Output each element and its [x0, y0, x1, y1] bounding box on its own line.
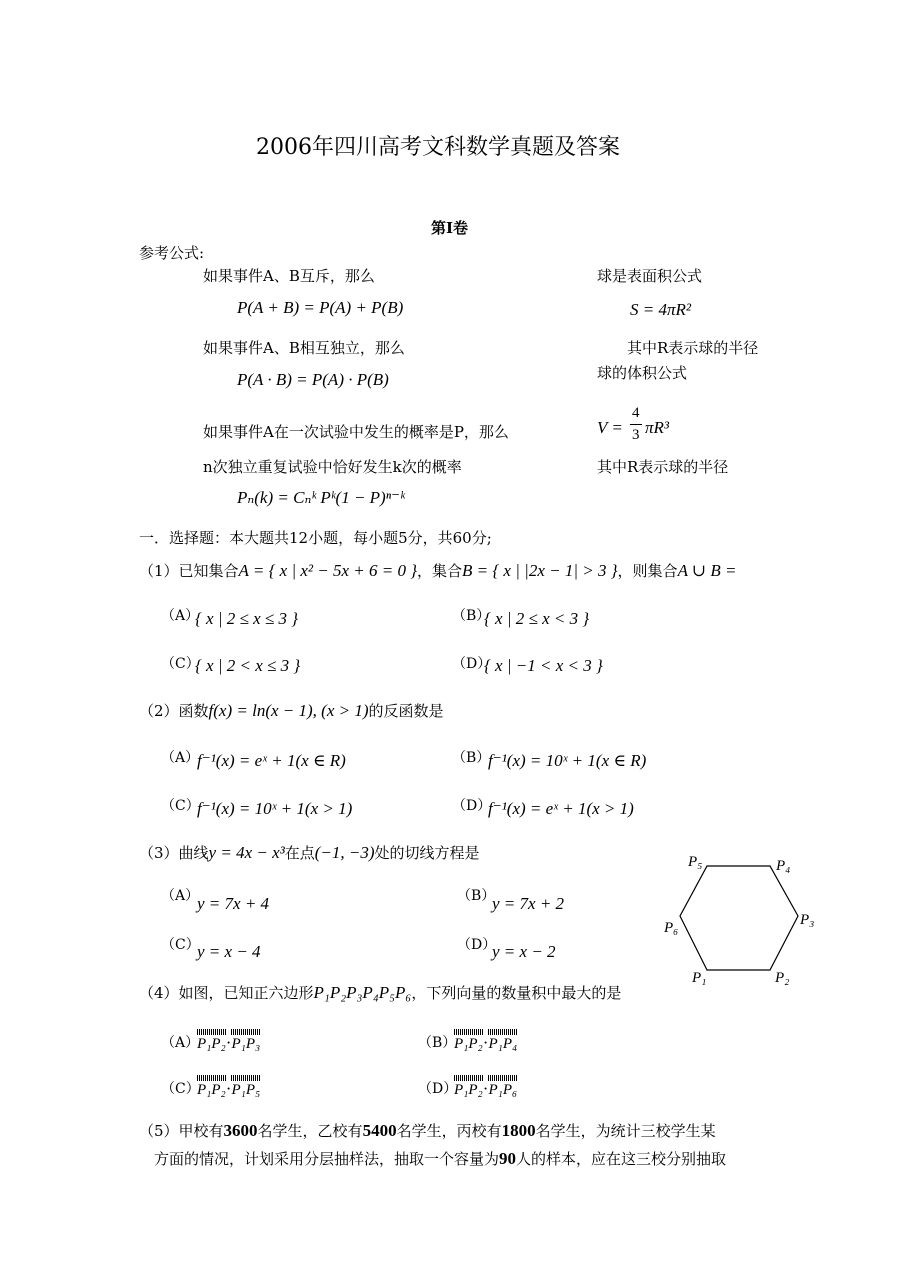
- q4-option-a-label: （A）: [161, 1035, 200, 1051]
- q4-option-b: P₁P₂·P₁P₄: [454, 1028, 517, 1053]
- question-3: [139, 842, 480, 863]
- q3-text-a: （3）曲线: [139, 844, 209, 862]
- q5-num-4: 90: [499, 1149, 517, 1168]
- q3-option-c: y = x − 4: [197, 942, 261, 961]
- question-5: [139, 1120, 716, 1141]
- q2-option-b: f⁻¹(x) = 10ˣ + 1(x ∈ R): [488, 751, 647, 770]
- formula-volume-denominator: 3: [632, 427, 640, 443]
- q5-text-a: （5）甲校有: [139, 1122, 224, 1140]
- hexagon-shape: [680, 866, 798, 970]
- question-5-cont: [154, 1148, 726, 1169]
- q1-text-a: （1）已知集合: [139, 562, 239, 580]
- q1-option-b: { x | 2 ≤ x < 3 }: [484, 609, 590, 628]
- q2-option-c-label: （C）: [161, 798, 200, 814]
- question-1: [139, 560, 737, 581]
- q4-option-d: P₁P₂·P₁P₆: [454, 1074, 517, 1099]
- hex-label-p3: P₃: [800, 912, 815, 928]
- section-heading: 一．选择题：本大题共12小题，每小题5分，共60分;: [139, 529, 492, 547]
- q5-num-3: 1800: [501, 1121, 536, 1140]
- formula-text-binomial: n次独立重复试验中恰好发生k次的概率: [203, 458, 462, 476]
- q4-option-d-label: （D）: [418, 1081, 458, 1097]
- q1-text-c: ，集合: [417, 562, 463, 580]
- q4-option-c-label: （C）: [161, 1081, 200, 1097]
- q3-option-b-label: （B）: [457, 888, 496, 904]
- q5-num-1: 3600: [223, 1121, 258, 1140]
- formula-volume-numerator: 4: [632, 405, 640, 421]
- q5-text-c: 名学生，丙校有: [396, 1122, 502, 1140]
- formula-independent: P(A · B) = P(A) · P(B): [237, 370, 389, 389]
- formula-exclusive: P(A + B) = P(A) + P(B): [237, 298, 404, 317]
- q4-text-c: ，下列向量的数量积中最大的是: [411, 984, 622, 1002]
- q3-option-d-label: （D）: [457, 937, 497, 953]
- q3-text-c: 在点: [284, 844, 315, 862]
- q4-hexagon-name: P₁P₂P₃P₄P₅P₆: [313, 983, 412, 1002]
- hex-label-p5: P₅: [688, 854, 703, 870]
- q5-text-e: 方面的情况，计划采用分层抽样法，抽取一个容量为: [154, 1150, 500, 1168]
- q5-text-f: 人的样本，应在这三校分别抽取: [516, 1150, 727, 1168]
- formula-text-surface: 球是表面积公式: [597, 267, 703, 285]
- q1-option-a: { x | 2 ≤ x ≤ 3 }: [195, 609, 299, 628]
- question-2: [139, 700, 444, 721]
- q3-option-a-label: （A）: [161, 888, 200, 904]
- formula-volume-lhs: V =: [597, 418, 623, 437]
- q4-text-a: （4）如图，已知正六边形: [139, 984, 314, 1002]
- question-4: [139, 982, 621, 1003]
- q5-text-d: 名学生，为统计三校学生某: [535, 1122, 716, 1140]
- fraction-bar: [630, 424, 642, 425]
- formula-text-exclusive: 如果事件A、B互斥，那么: [203, 267, 375, 285]
- q1-set-a: A = { x | x² − 5x + 6 = 0 }: [238, 561, 418, 580]
- q2-option-a: f⁻¹(x) = eˣ + 1(x ∈ R): [197, 751, 346, 770]
- q2-text-a: （2）函数: [139, 702, 209, 720]
- q3-option-a: y = 7x + 4: [197, 894, 270, 913]
- formula-text-independent: 如果事件A、B相互独立，那么: [203, 339, 405, 357]
- q1-set-b: B = { x | |2x − 1| > 3 }: [462, 561, 618, 580]
- q1-option-b-label: （B）: [452, 608, 491, 624]
- q2-function: f(x) = ln(x − 1), (x > 1): [208, 701, 369, 720]
- formula-surface: S = 4πR²: [630, 300, 691, 319]
- q1-option-d-label: （D）: [452, 656, 492, 672]
- q2-option-d: f⁻¹(x) = eˣ + 1(x > 1): [488, 799, 634, 818]
- hex-label-p1: P₁: [692, 970, 707, 986]
- q5-num-2: 5400: [362, 1121, 397, 1140]
- q3-point: (−1, −3): [314, 843, 375, 862]
- q3-curve: y = 4x − x³: [208, 843, 285, 862]
- formula-text-volume: 球的体积公式: [597, 364, 688, 382]
- q5-text-b: 名学生，乙校有: [257, 1122, 363, 1140]
- formula-text-radius-1: 其中R表示球的半径: [627, 339, 759, 357]
- formula-text-radius-2: 其中R表示球的半径: [597, 458, 729, 476]
- q3-option-d: y = x − 2: [492, 942, 556, 961]
- q1-union: A ∪ B =: [677, 561, 737, 580]
- formula-text-probability: 如果事件A在一次试验中发生的概率是P，那么: [203, 423, 509, 441]
- hex-label-p2: P₂: [775, 970, 790, 986]
- formula-volume-rhs: πR³: [645, 418, 669, 437]
- q2-option-b-label: （B）: [452, 750, 491, 766]
- q1-option-c-label: （C）: [161, 656, 200, 672]
- page-title: 2006年四川高考文科数学真题及答案: [256, 135, 620, 160]
- formula-binomial: Pₙ(k) = Cₙᵏ Pᵏ(1 − P)ⁿ⁻ᵏ: [237, 488, 405, 507]
- q3-option-c-label: （C）: [161, 937, 200, 953]
- formula-heading: 参考公式:: [139, 244, 205, 262]
- q1-option-a-label: （A）: [161, 608, 200, 624]
- q4-option-a: P₁P₂·P₁P₃: [197, 1028, 260, 1053]
- q2-option-d-label: （D）: [452, 798, 492, 814]
- q2-option-a-label: （A）: [161, 750, 200, 766]
- q3-text-e: 处的切线方程是: [374, 844, 480, 862]
- q1-option-d: { x | −1 < x < 3 }: [484, 656, 603, 675]
- hexagon-figure: [660, 850, 825, 990]
- q1-text-e: ，则集合: [617, 562, 678, 580]
- hex-label-p6: P₆: [664, 920, 679, 936]
- q1-option-c: { x | 2 < x ≤ 3 }: [195, 656, 301, 675]
- volume-heading: 第Ⅰ卷: [431, 219, 469, 237]
- q2-text-c: 的反函数是: [368, 702, 444, 720]
- q2-option-c: f⁻¹(x) = 10ˣ + 1(x > 1): [197, 799, 353, 818]
- hex-label-p4: P₄: [776, 858, 791, 874]
- q4-option-b-label: （B）: [418, 1035, 457, 1051]
- q4-option-c: P₁P₂·P₁P₅: [197, 1074, 260, 1099]
- q3-option-b: y = 7x + 2: [492, 894, 565, 913]
